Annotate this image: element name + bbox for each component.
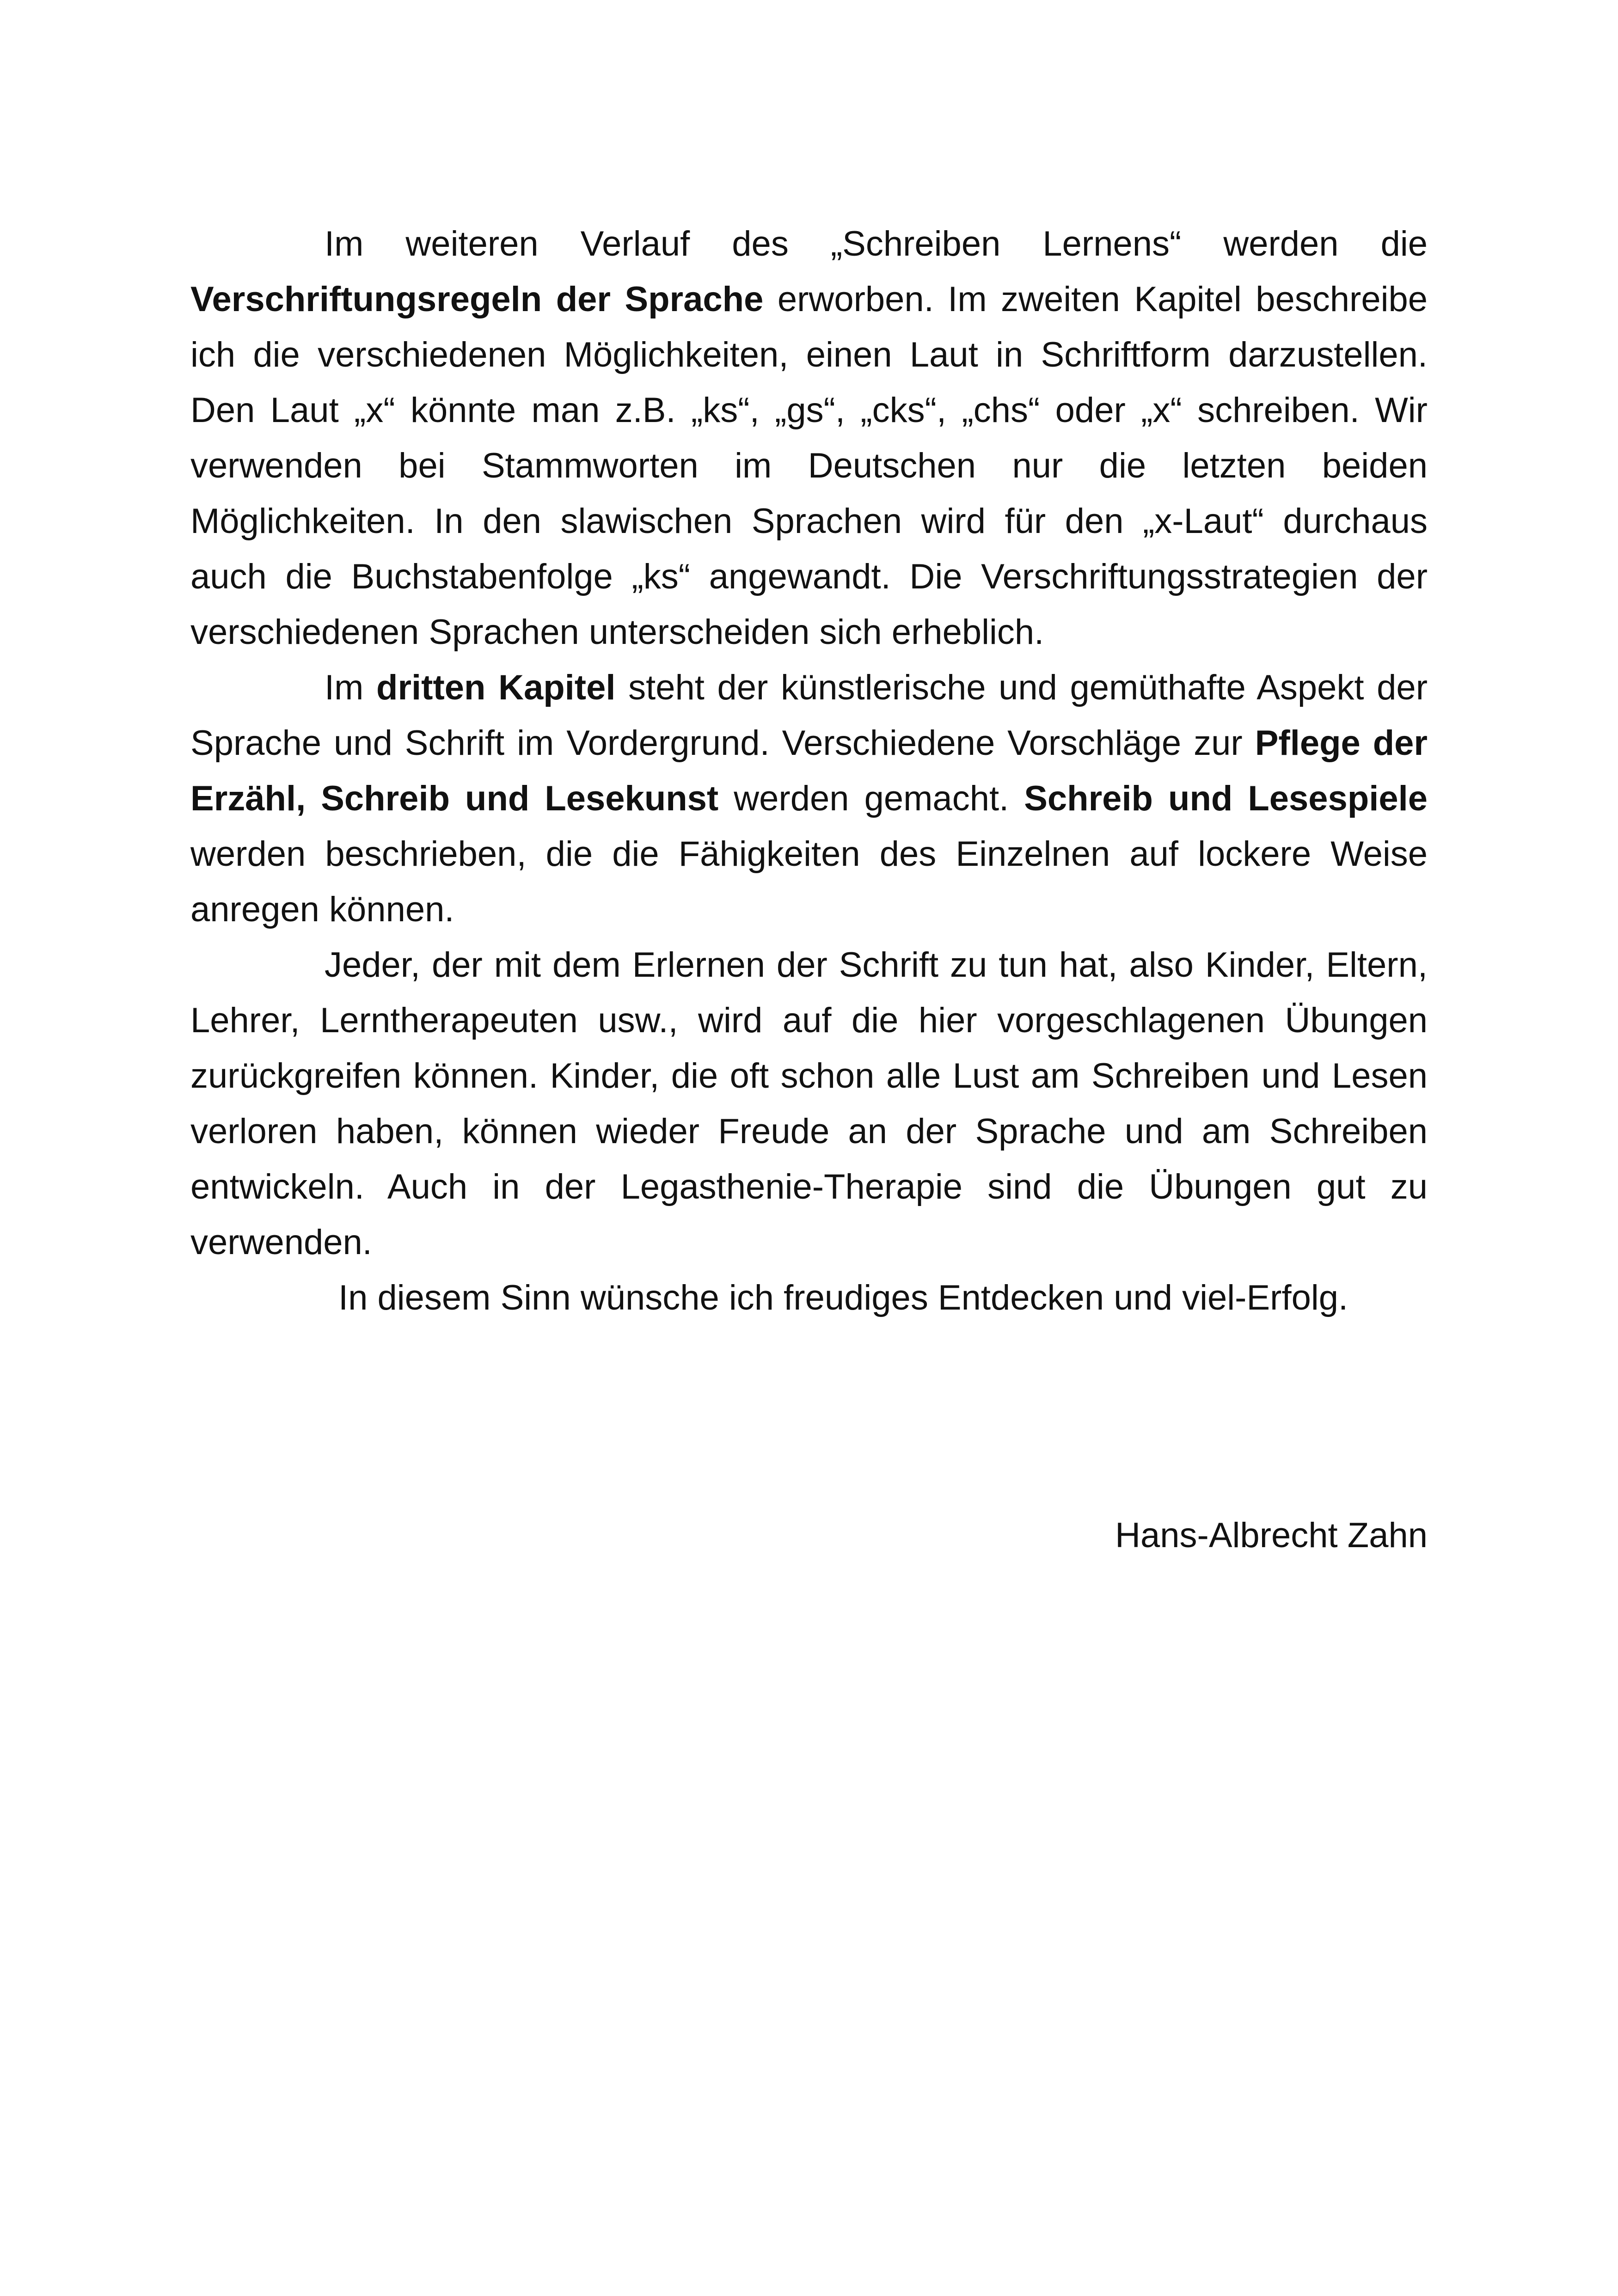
- paragraph-2: [190, 660, 1428, 937]
- author-signature: Hans-Albrecht Zahn: [1115, 1516, 1428, 1555]
- body-text: [190, 216, 1428, 1326]
- paragraph-1-bold-rules: Verschriftungsregeln der Sprache: [190, 280, 764, 319]
- paragraph-1-text-a: Im weiteren Verlauf des „Schreiben Lernens“ werden die: [325, 224, 1428, 263]
- paragraph-2-text-c: steht der künstlerische und gemüthafte Aspekt der Sprache und Schrift im Vordergrund. Verschiedene Vorschläge zur: [190, 668, 1428, 763]
- paragraph-2-bold-care: Pflege der Erzähl, Schreib und Lesekunst: [190, 723, 1428, 818]
- paragraph-2-text-e: werden gemacht.: [718, 779, 1024, 818]
- paragraph-4: In diesem Sinn wünsche ich freudiges Entdecken und viel-Erfolg.: [338, 1278, 1348, 1317]
- paragraph-2-bold-chapter: dritten Kapitel: [376, 668, 616, 707]
- paragraph-1-text-c: erworben. Im zweiten Kapitel beschreibe ich die verschiedenen Möglichkeiten, einen Laut in Schriftform darzustellen. Den Laut „x“ könnte man z.B. „ks“, „gs“, „cks“, „chs“ oder „x“ schreiben. Wir verwenden bei Stammworten im Deutschen nur die letzten beiden Möglichkeiten. In den slawischen Sprachen wird für den „x-Laut“ durchaus auch die Buchstabenfolge „ks“ angewandt. Die Verschriftungsstrategien der verschiedenen Sprachen unterscheiden sich erheblich.: [190, 280, 1428, 652]
- paragraph-2-bold-games: Schreib und Lesespiele: [1024, 779, 1428, 818]
- paragraph-3: Jeder, der mit dem Erlernen der Schrift zu tun hat, also Kinder, Eltern, Lehrer, Lerntherapeuten usw., wird auf die hier vorgeschlagenen Übungen zurückgreifen können. Kinder, die oft schon alle Lust am Schreiben und Lesen verloren haben, können wieder Freude an der Sprache und am Schreiben entwickeln. Auch in der Legasthenie-Therapie sind die Übungen gut zu verwenden.: [190, 945, 1428, 1262]
- paragraph-2-text-g: werden beschrieben, die die Fähigkeiten des Einzelnen auf lockere Weise anregen können.: [190, 834, 1428, 929]
- paragraph-1: [190, 216, 1428, 660]
- paragraph-2-text-a: Im: [325, 668, 377, 707]
